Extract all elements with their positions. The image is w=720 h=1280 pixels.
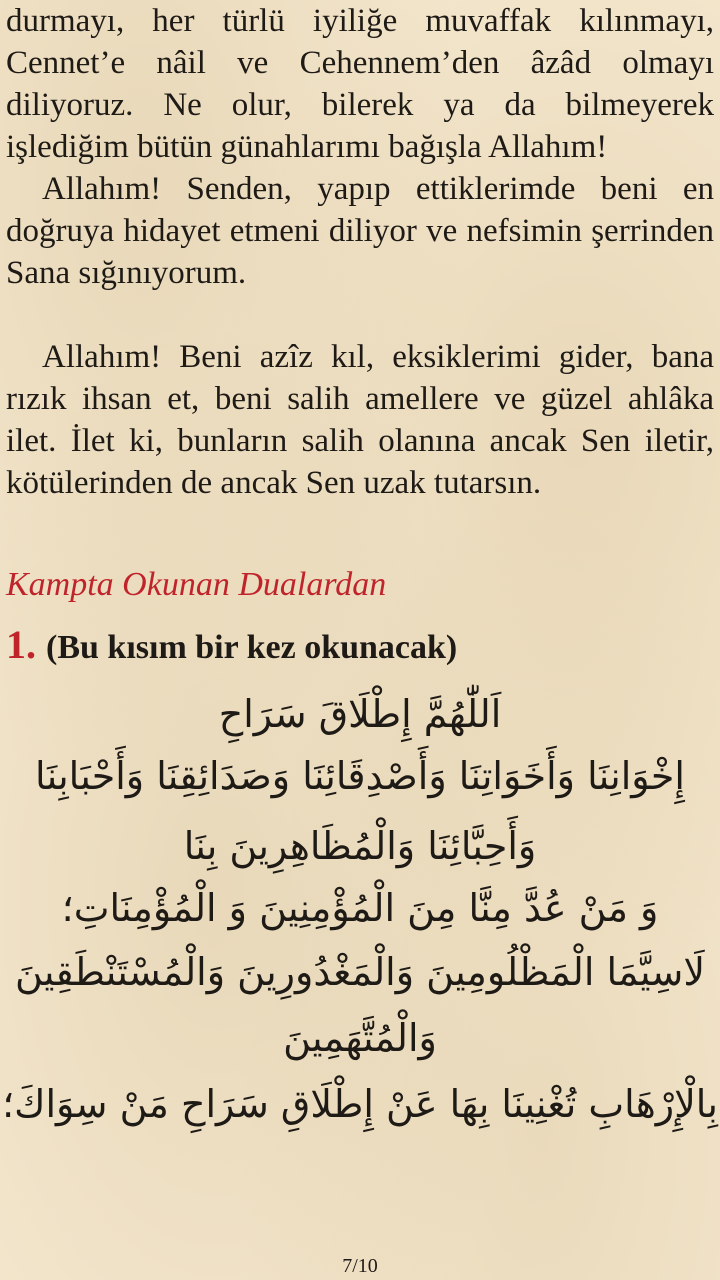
paragraph-3: Allahım! Beni azîz kıl, eksiklerimi gider, bana rızık ihsan et, beni salih amellere ve güzel ahlâka ilet. İlet ki, bunların salih olanına ancak Sen iletir, kötülerinden de ancak Sen uzak tutarsın. bbox=[6, 339, 714, 501]
arabic-line-5: لَاسِيَّمَا الْمَظْلُومِينَ وَالْمَغْدُورِينَ وَالْمُسْتَنْطَقِينَ bbox=[14, 950, 705, 994]
arabic-line-1: اَللّٰهُمَّ إِطْلَاقَ سَرَاحِ bbox=[218, 692, 502, 736]
paragraph-2: Allahım! Senden, yapıp ettiklerimde beni en doğruya hidayet etmeni diliyor ve nefsimin şerrinden Sana sığınıyorum. bbox=[6, 171, 714, 291]
page-number: 7/10 bbox=[342, 1255, 378, 1277]
item-number: 1. bbox=[6, 622, 36, 667]
arabic-line-4: وَ مَنْ عُدَّ مِنَّا مِنَ الْمُؤْمِنِينَ وَ الْمُؤْمِنَاتِ؛ bbox=[61, 886, 659, 930]
paragraph-1: durmayı, her türlü iyiliğe muvaffak kılınmayı, Cennet’e nâil ve Cehennem’den âzâd olmayı diliyoruz. Ne olur, bilerek ya da bilmeyerek işlediğim bütün günahlarımı bağışla Allahım! bbox=[6, 3, 714, 165]
arabic-line-3: وَأَحِبَّائِنَا وَالْمُظَاهِرِينَ بِنَا bbox=[183, 824, 537, 868]
arabic-line-6: وَالْمُتَّهَمِينَ bbox=[283, 1016, 437, 1060]
item-heading bbox=[6, 620, 457, 673]
section-title: Kampta Okunan Dualardan bbox=[6, 566, 387, 603]
arabic-line-2: إِخْوَانِنَا وَأَخَوَاتِنَا وَأَصْدِقَائِنَا وَصَدَائِقِنَا وَأَحْبَابِنَا bbox=[35, 754, 685, 798]
arabic-line-7: بِالْإِرْهَابِ تُغْنِينَا بِهَا عَنْ إِطْلَاقِ سَرَاحِ مَنْ سِوَاكَ؛ bbox=[2, 1082, 718, 1126]
item-note: (Bu kısım bir kez okunacak) bbox=[46, 629, 458, 666]
